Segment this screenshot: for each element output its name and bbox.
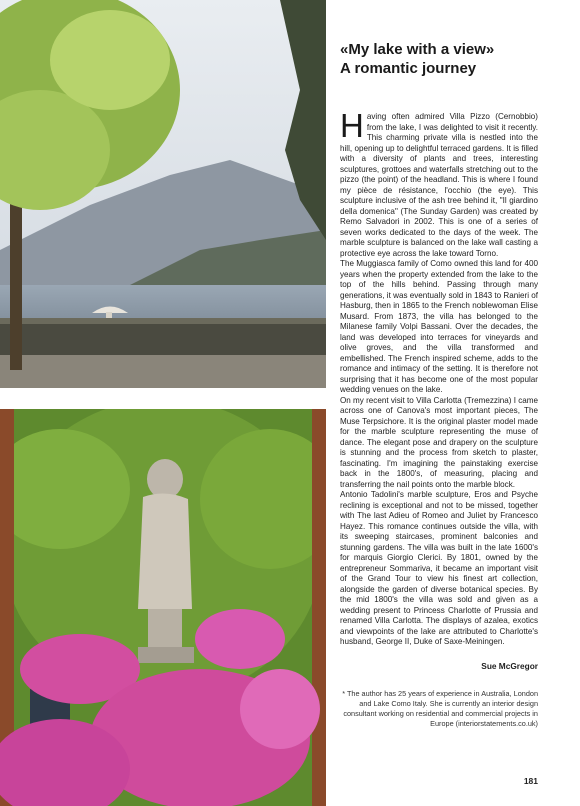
lake-view-photo: [0, 0, 326, 388]
article-title: [340, 40, 538, 78]
paragraph-1: [340, 107, 538, 259]
paragraph-3: On my recent visit to Villa Carlotta (Tremezzina) I came across one of Canova's most important pieces, The Muse Terpsichore. It is the original plaster model made for the marble sculpture representing the muse of dance. The elegant pose and drapery on the sculpture is stunning and the process from sketch to plaster, fascinating. I'm imagining the painstaking exercise back in the 1800's, of measuring, placing and transferring the nail points onto the marble block.: [340, 395, 538, 489]
paragraph-1-text: aving often admired Villa Pizzo (Cernobbio) from the lake, I was delighted to visit it recently. This charming private villa is nestled into the hill, opening up to delightful terraced gardens. It is filled with a diversity of plants and trees, interesting sculptures, grottoes and waterfalls stretching out to the pizzo (the point) of the headland. This is where I found my pièce de résistance, l'occhio (the eye). This sculpture inclusive of the ash tree behind it, "Il giardino della domenica" (The Sunday Garden) was created by Remo Salvadori in 2002. This is one of a series of seven works dedicated to the days of the week. The marble sculpture is balanced on the lake wall casting a protective eye across the lake toward Torno.: [340, 112, 538, 258]
article-body: [340, 107, 538, 648]
page-number: 181: [523, 776, 538, 786]
paragraph-2: The Muggiasca family of Como owned this land for 400 years when the property extended from the lake to the top of the hills behind. Passing through many generations, it was eventually sold in 1843 to Ranieri of Hasburg, then in 1865 to the French noblewoman Elise Musard. From 1873, the villa has belonged to the Milanese family Volpi Bassani. Over the decades, the land was developed into terraces for vineyards and olive groves, and the villa transformed and embellished. The French inspired scheme, adds to the romance and intimacy of the setting. It is therefore not surprising that it has become one of the most popular wedding venues on the lake.: [340, 259, 538, 394]
title-line-2: A romantic journey: [340, 60, 477, 77]
garden-sculpture-photo: [0, 409, 326, 806]
title-line-1: «My lake with a view»: [340, 41, 495, 58]
author-note: * The author has 25 years of experience in Australia, London and Lake Como Italy. She is currently an interior design consultant working on residential and commercial projects in Europe (interiorstatements.co.uk): [342, 688, 538, 729]
author-name: Sue McGregor: [481, 660, 538, 671]
drop-cap: H: [340, 107, 364, 144]
paragraph-4: Antonio Tadolini's marble sculpture, Eros and Psyche reclining is exceptional and not to be missed, together with The last Adieu of Romeo and Juliet by Francesco Hayez. This romance continues outside the villa, with its sweeping staircases, prominent balconies and stunning gardens. The villa was built in the late 1600's for marquis Giorgio Clerici. By 1801, owned by the entrepreneur Sommariva, it became an important visit of the Grand Tour to view his finest art collection, alongside the garden of diverse botanical species. By the mid 1800's the villa was sold and given as a wedding present to Princess Charlotte of Prussia and renamed Villa Carlotta. The displays of azalea, exotics and viewpoints of the lake are attributed to Charlotte's husband, George II, Duke of Saxe-Meiningen.: [340, 490, 538, 646]
article-column: [340, 40, 538, 729]
